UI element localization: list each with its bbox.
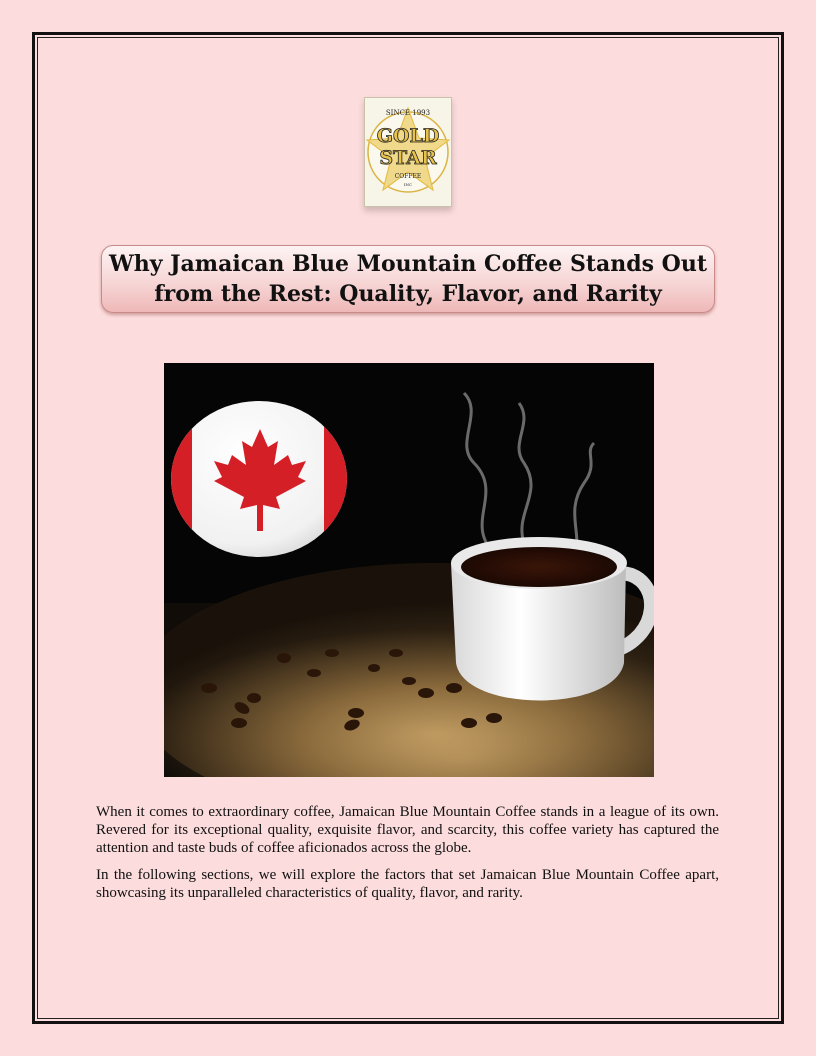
logo-coffee-text: COFFEE — [394, 173, 422, 180]
paragraph-2: In the following sections, we will explore the factors that set Jamaican Blue Mountain Coffee apart, showcasing its unparalleled characteristics of quality, flavor, and rarity. — [96, 867, 719, 901]
gold-star-coffee-logo — [364, 97, 452, 207]
title-line-2: from the Rest: Quality, Flavor, and Rarity — [154, 281, 662, 307]
title-banner — [101, 245, 715, 313]
page-title — [102, 249, 714, 309]
logo-since-text: SINCE 1993 — [385, 109, 431, 117]
logo-inc-text: INC — [403, 182, 413, 187]
hero-image — [164, 363, 654, 777]
logo-star-text: STAR — [379, 147, 437, 169]
article-body — [96, 803, 719, 911]
title-line-1: Why Jamaican Blue Mountain Coffee Stands Out — [109, 251, 707, 277]
paragraph-1: When it comes to extraordinary coffee, Jamaican Blue Mountain Coffee stands in a league of its own. Revered for its exceptional quality, exquisite flavor, and scarcity, this coffee variety has captured the attention and taste buds of coffee aficionados across the globe. — [96, 804, 719, 856]
logo-gold-text: GOLD — [376, 125, 440, 147]
